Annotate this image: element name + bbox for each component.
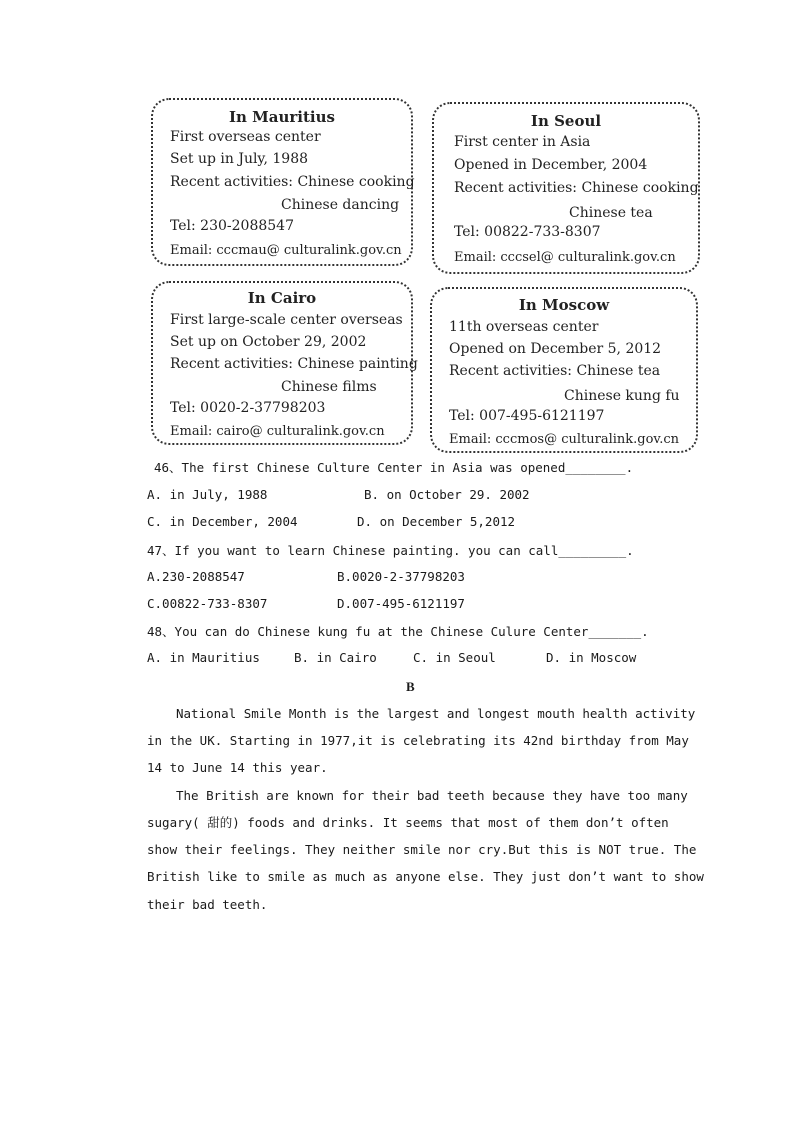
paragraph-line: National Smile Month is the largest and longest mouth health activity <box>176 706 696 721</box>
card-line: First overseas center <box>170 129 321 145</box>
card-line: Opened in December, 2004 <box>454 157 648 173</box>
card-tel: Tel: 230-2088547 <box>170 218 294 234</box>
card-line: Chinese kung fu <box>564 388 680 404</box>
card-line: Recent activities: Chinese cooking <box>170 174 415 190</box>
card-email: Email: cccsel@ culturalink.gov.cn <box>454 250 676 265</box>
card-line: Opened on December 5, 2012 <box>449 341 662 357</box>
section-heading: B <box>406 679 415 694</box>
option-46-a: A. in July, 1988 <box>147 487 268 502</box>
option-47-b: B.0020-2-37798203 <box>337 569 465 584</box>
card-moscow <box>430 287 698 453</box>
card-line: Chinese dancing <box>281 197 400 213</box>
card-line: Chinese films <box>281 379 377 395</box>
card-line: Chinese tea <box>569 205 653 221</box>
option-47-a: A.230-2088547 <box>147 569 245 584</box>
card-tel: Tel: 007-495-6121197 <box>449 408 605 424</box>
option-46-c: C. in December, 2004 <box>147 514 298 529</box>
option-48-a: A. in Mauritius <box>147 650 260 665</box>
card-line: First center in Asia <box>454 134 591 150</box>
card-title: In Moscow <box>518 296 610 314</box>
paragraph-line: The British are known for their bad teeth because they have too many <box>176 788 688 803</box>
card-seoul <box>432 102 700 274</box>
card-tel: Tel: 00822-733-8307 <box>454 224 601 240</box>
option-47-d: D.007-495-6121197 <box>337 596 465 611</box>
option-46-d: D. on December 5,2012 <box>357 514 516 529</box>
card-line: Recent activities: Chinese cooking <box>454 180 699 196</box>
card-line: Recent activities: Chinese painting <box>170 356 418 372</box>
question-47: 47、If you want to learn Chinese painting. you can call_________. <box>147 543 634 558</box>
paragraph-line: 14 to June 14 this year. <box>147 760 328 775</box>
card-title: In Seoul <box>530 112 602 130</box>
card-line: Set up on October 29, 2002 <box>170 334 367 350</box>
card-email: Email: cairo@ culturalink.gov.cn <box>170 424 385 439</box>
card-email: Email: cccmos@ culturalink.gov.cn <box>449 432 680 447</box>
paragraph-line: in the UK. Starting in 1977,it is celebrating its 42nd birthday from May <box>147 733 689 748</box>
option-47-c: C.00822-733-8307 <box>147 596 268 611</box>
card-line: 11th overseas center <box>449 319 599 335</box>
paragraph-line: their bad teeth. <box>147 897 268 912</box>
paragraph-line: sugary( 甜的) foods and drinks. It seems that most of them don’t often <box>147 815 669 830</box>
card-line: Set up in July, 1988 <box>170 151 309 167</box>
option-46-b: B. on October 29. 2002 <box>364 487 530 502</box>
card-cairo <box>151 281 418 445</box>
card-email: Email: cccmau@ culturalink.gov.cn <box>170 243 402 258</box>
option-48-d: D. in Moscow <box>546 650 637 665</box>
card-mauritius <box>151 98 413 266</box>
card-title: In Cairo <box>247 289 317 307</box>
option-48-c: C. in Seoul <box>413 650 496 665</box>
paragraph-line: British like to smile as much as anyone else. They just don’t want to show <box>147 869 704 884</box>
paragraph-line: show their feelings. They neither smile nor cry.But this is NOT true. The <box>147 842 697 857</box>
card-line: Recent activities: Chinese tea <box>449 363 661 379</box>
card-tel: Tel: 0020-2-37798203 <box>170 400 326 416</box>
question-48: 48、You can do Chinese kung fu at the Chinese Culure Center_______. <box>147 624 649 639</box>
card-line: First large-scale center overseas <box>170 312 403 328</box>
option-48-b: B. in Cairo <box>294 650 377 665</box>
card-title: In Mauritius <box>229 108 335 126</box>
question-46: 46、The first Chinese Culture Center in Asia was opened________. <box>154 460 634 475</box>
